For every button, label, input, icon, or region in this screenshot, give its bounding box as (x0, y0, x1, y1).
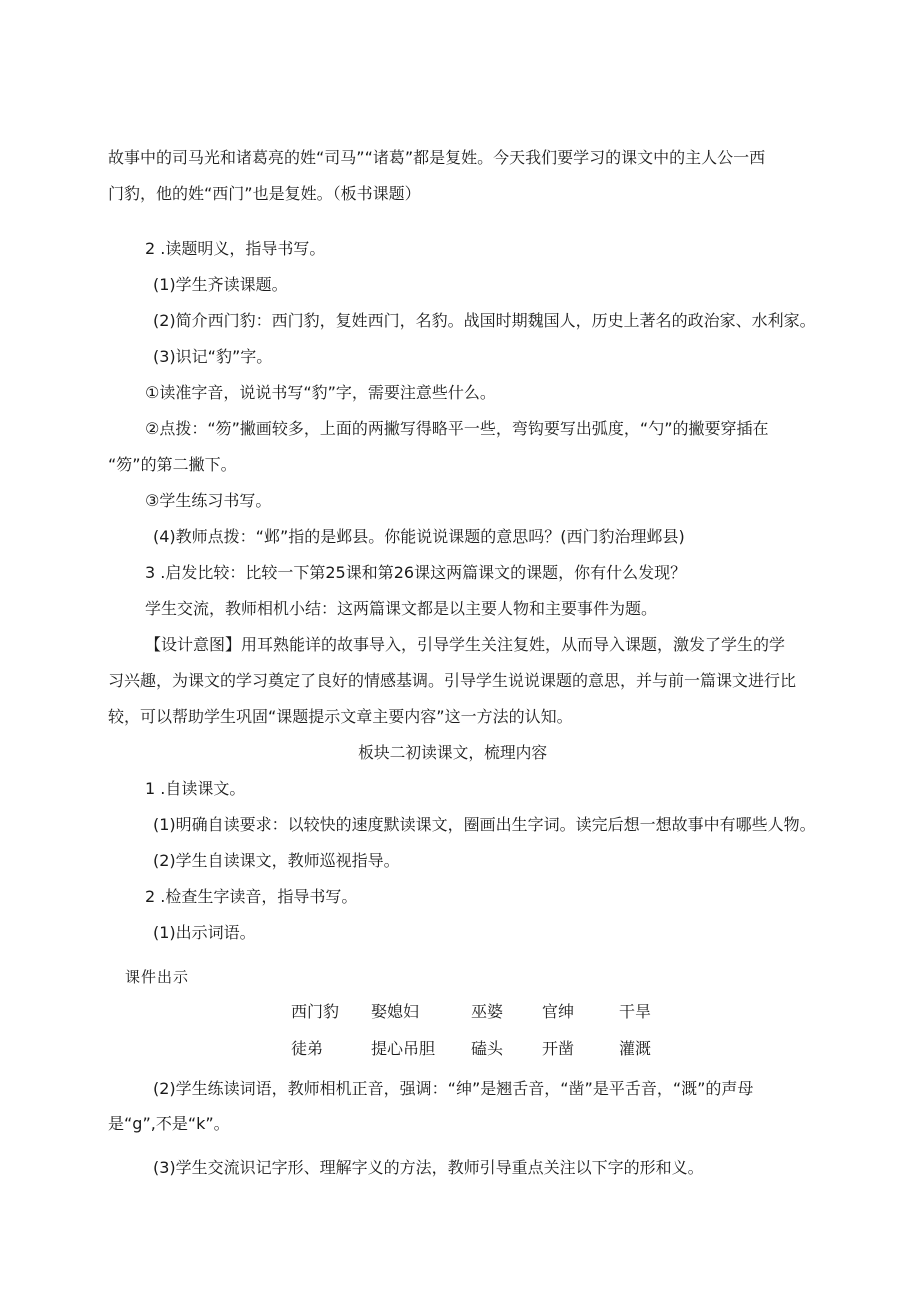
summary-line: 学生交流，教师相机小结：这两篇课文都是以主要人物和主要事件为题。 (145, 599, 658, 618)
circled-item-3: ③学生练习书写。 (145, 491, 272, 510)
vocab-word: 灌溉 (619, 1039, 652, 1058)
section-2-heading: 板块二初读课文，梳理内容 (358, 743, 548, 762)
block-2-step-1: 1 .自读课文。 (145, 779, 246, 798)
courseware-label: 课件出示 (125, 968, 190, 986)
step-2-heading: 2 .读题明义，指导书写。 (145, 239, 326, 258)
block-2-step-2-item-1: (1)出示词语。 (153, 923, 256, 942)
step-2-item-2: (2)简介西门豹：西门豹，复姓西门，名豹。战国时期魏国人，历史上著名的政治家、水利家。 (153, 311, 816, 330)
vocab-word: 提心吊胆 (371, 1039, 436, 1058)
block-2-step-1-item-1: (1)明确自读要求：以较快的速度默读课文，圈画出生字词。读完后想一想故事中有哪些人物。 (153, 815, 816, 834)
vocab-word: 巫婆 (471, 1002, 504, 1021)
step-2-item-3: (3)识记“豹”字。 (153, 347, 273, 366)
vocab-word: 娶媳妇 (371, 1002, 420, 1021)
vocab-word: 开凿 (542, 1039, 575, 1058)
design-intent-line-2: 习兴趣，为课文的学习奠定了良好的情感基调。引导学生说说课题的意思，并与前一篇课文进行比 (108, 671, 797, 690)
vocab-word: 磕头 (471, 1039, 504, 1058)
vocab-word: 干旱 (619, 1002, 652, 1021)
step-2-item-4: (4)教师点拨：“邺”指的是邺县。你能说说课题的意思吗？(西门豹治理邺县) (153, 527, 685, 546)
vocab-word: 西门豹 (291, 1002, 340, 1021)
vocab-word: 官绅 (542, 1002, 575, 1021)
paragraph-intro-line-1: 故事中的司马光和诸葛亮的姓“司马”“诸葛”都是复姓。今天我们要学习的课文中的主人公一西 (108, 148, 766, 167)
design-intent-line-3: 较，可以帮助学生巩固“课题提示文章主要内容”这一方法的认知。 (108, 707, 573, 726)
block-2-step-2-item-3: (3)学生交流识记字形、理解字义的方法，教师引导重点关注以下字的形和义。 (153, 1158, 704, 1177)
circled-item-1: ①读准字音，说说书写“豹”字，需要注意些什么。 (145, 383, 496, 402)
block-2-step-2-item-2-line-1: (2)学生练读词语，教师相机正音，强调：“绅”是翘舌音，“凿”是平舌音，“溉”的声母 (153, 1079, 754, 1098)
design-intent-line-1: 【设计意图】用耳熟能详的故事导入，引导学生关注复姓，从而导入课题，激发了学生的学 (145, 635, 786, 654)
step-2-item-1: (1)学生齐读课题。 (153, 275, 288, 294)
block-2-step-1-item-2: (2)学生自读课文，教师巡视指导。 (153, 851, 400, 870)
block-2-step-2: 2 .检查生字读音，指导书写。 (145, 887, 358, 906)
block-2-step-2-item-2-line-2: 是“g”,不是“k”。 (108, 1114, 230, 1133)
vocab-word: 徒弟 (291, 1039, 324, 1058)
step-3-heading: 3 .启发比较：比较一下第25课和第26课这两篇课文的课题，你有什么发现？ (145, 563, 687, 582)
circled-item-2-line-2: “笏”的第二撇下。 (108, 455, 237, 474)
paragraph-intro-line-2: 门豹，他的姓“西门”也是复姓。（板书课题） (108, 184, 421, 203)
circled-item-2-line-1: ②点拨：“笏”撇画较多，上面的两撇写得略平一些，弯钩要写出弧度，“勺”的撇要穿插在 (145, 419, 769, 438)
